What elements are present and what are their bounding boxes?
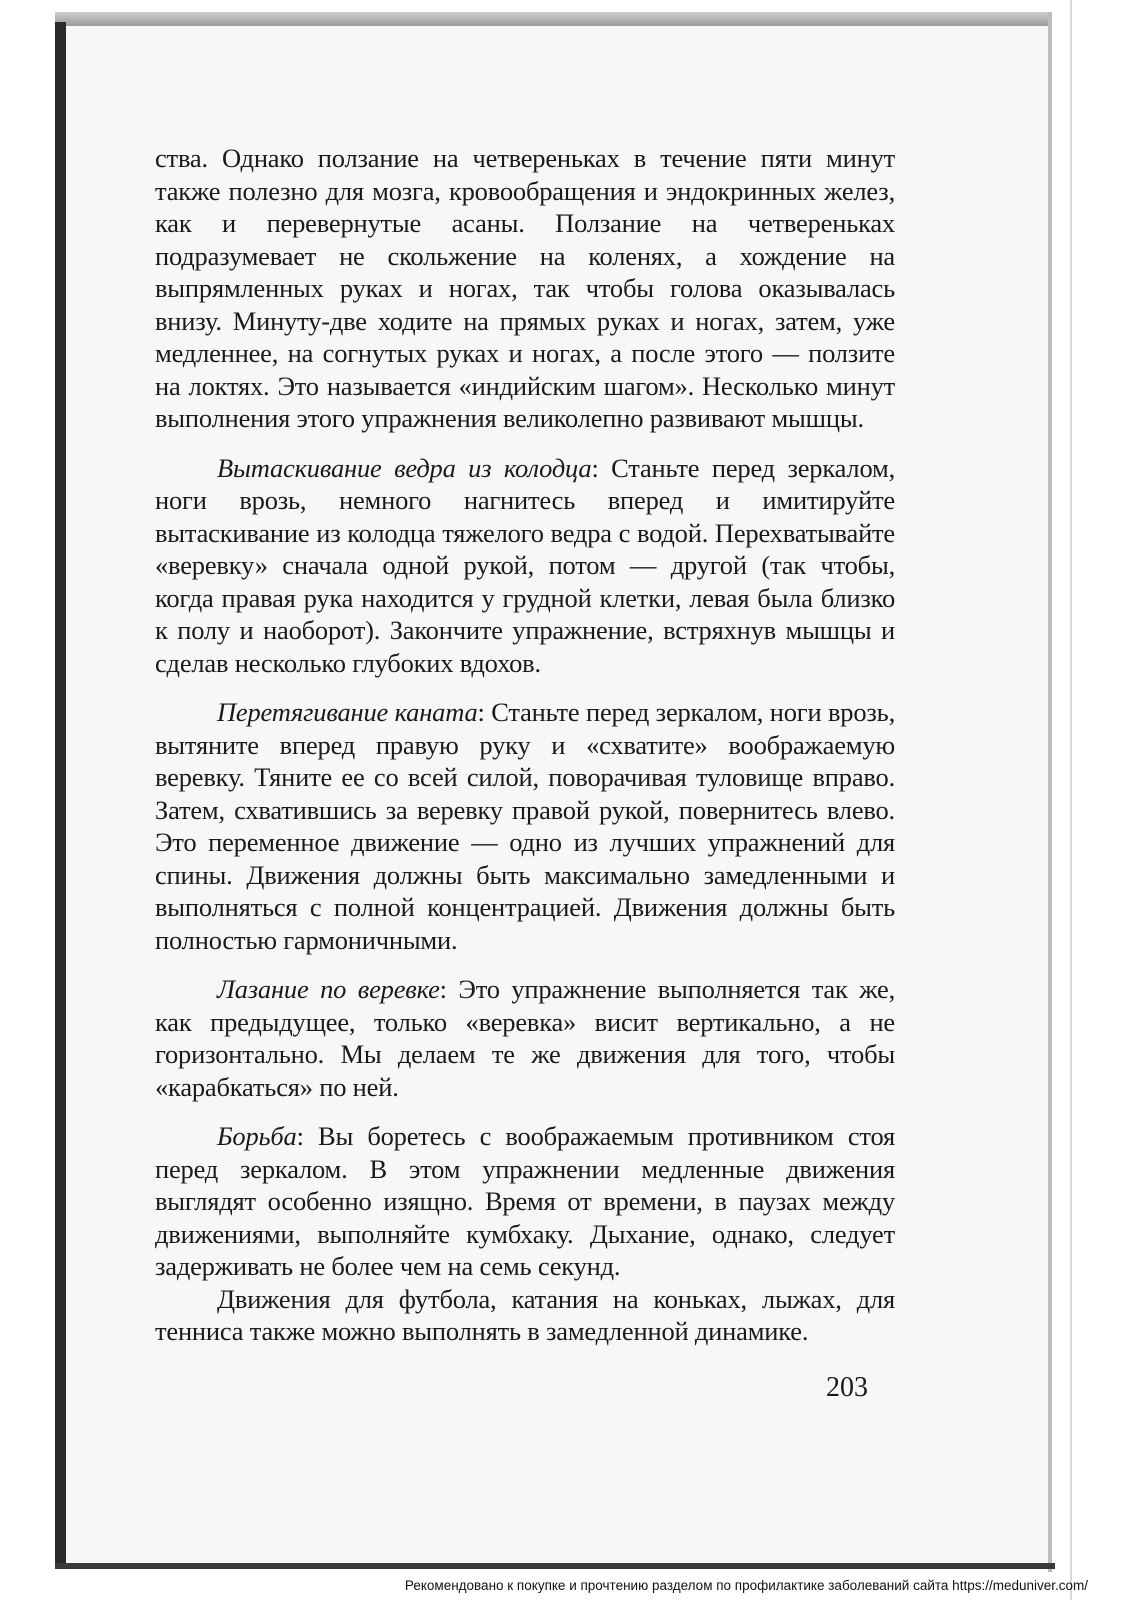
scan-edge-top: [55, 12, 1050, 26]
page-number: 203: [826, 1372, 868, 1403]
paragraph-text: Движения для футбола, катания на коньках, лыжах, для тенниса также можно выполнять в замедленной динамике.: [155, 1283, 895, 1346]
paragraph-tug-of-war: [155, 696, 895, 956]
exercise-title: Вытаскивание ведра из колодца: [217, 452, 592, 483]
scan-edge-right-outer: [1070, 0, 1072, 1600]
paragraph-text: : Вы боретесь с воображаемым противником стоя перед зеркалом. В этом упражнении медленные движения выглядят особенно изящно. Время от времени, в паузах между движениями, выполняйте кумбхаку. Дыхание, однако, следует задерживать не более чем на семь секунд.: [155, 1121, 895, 1281]
paragraph-bucket-exercise: [155, 452, 895, 680]
paragraph-text: : Это упражнение выполняется так же, как предыдущее, только «веревка» висит вертикально, а не горизонтально. Мы делаем те же движения для того, чтобы «карабкаться» по ней.: [155, 974, 895, 1102]
paragraph-text: ства. Однако ползание на четвереньках в течение пяти минут также полезно для мозга, кровообращения и эндокринных желез, как и перевернутые асаны. Ползание на четвереньках подразумевает не скольжение на коленях, а хождение на выпрямленных руках и ногах, так чтобы голова оказывалась внизу. Минуту-две ходите на прямых руках и ногах, затем, уже медленнее, на согнутых руках и ногах, а после этого — ползите на локтях. Это называется «индийским шагом». Несколько минут выполнения этого упражнения великолепно развивают мышцы.: [155, 143, 895, 433]
paragraph-continuation: [155, 142, 895, 435]
paragraph-sports: [155, 1283, 895, 1348]
paragraph-text: : Станьте перед зеркалом, ноги врозь, вытяните вперед правую руку и «схватите» воображаемую веревку. Тяните ее со всей силой, поворачивая туловище вправо. Затем, схватившись за веревку правой рукой, повернитесь влево. Это переменное движение — одно из лучших упражнений для спины. Движения должны быть максимально замедленными и выполняться с полной концентрацией. Движения должны быть полностью гармоничными.: [155, 697, 895, 955]
scan-edge-bottom: [55, 1563, 1055, 1569]
paragraph-wrestling: [155, 1120, 895, 1283]
footer-recommendation: Рекомендовано к покупке и прочтению разделом по профилактике заболеваний сайта https://meduniver.com/: [404, 1578, 1088, 1593]
exercise-title: Лазание по веревке: [217, 974, 440, 1004]
body-text: [155, 142, 895, 1348]
exercise-title: Перетягивание каната: [217, 697, 478, 727]
exercise-title: Борьба: [217, 1121, 297, 1151]
scan-edge-right: [1048, 12, 1052, 1572]
paragraph-text: : Станьте перед зеркалом, ноги врозь, немного нагнитесь вперед и имитируйте вытаскивание из колодца тяжелого ведра с водой. Перехватывайте «веревку» сначала одной рукой, потом — другой (так чтобы, когда правая рука находится у грудной клетки, левая была близко к полу и наоборот). Закончите упражнение, встряхнув мышцы и сделав несколько глубоких вдохов.: [155, 452, 895, 678]
paragraph-rope-climbing: [155, 973, 895, 1103]
scan-edge-left: [55, 22, 66, 1567]
